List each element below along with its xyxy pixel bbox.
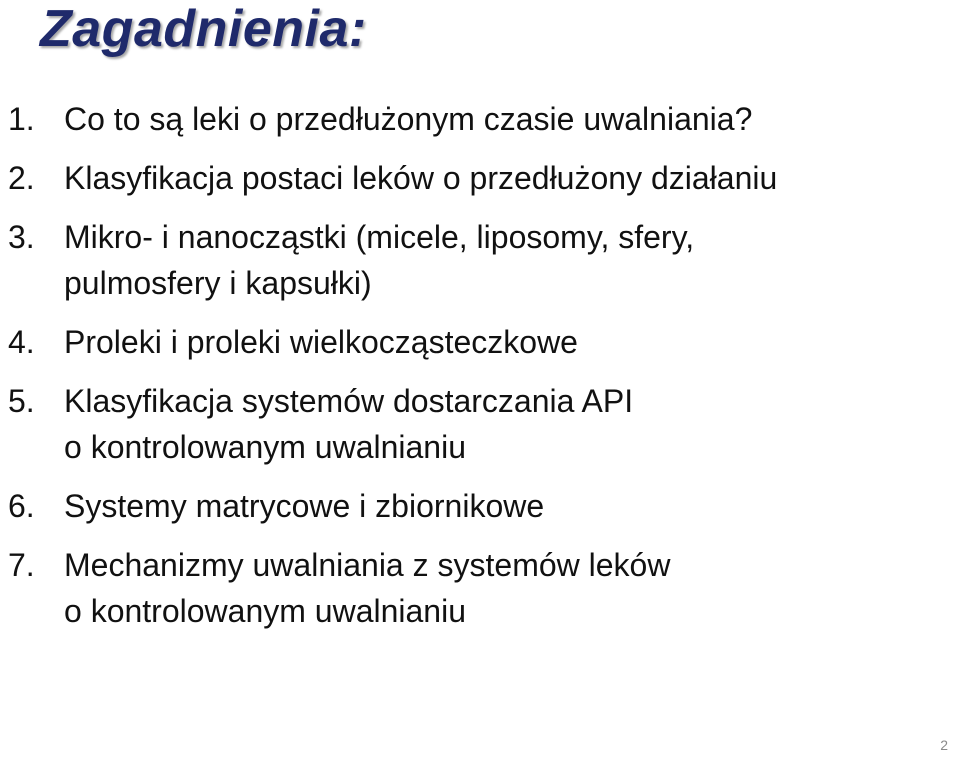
- topic-number: 7.: [8, 547, 35, 583]
- page-number: 2: [940, 737, 948, 753]
- topic-item: [0, 96, 940, 142]
- topic-text: Klasyfikacja postaci leków o przedłużony działaniu: [64, 160, 778, 196]
- topic-item: [0, 542, 940, 634]
- topic-number: 2.: [8, 160, 35, 196]
- topic-item: [0, 483, 940, 529]
- topic-number: 1.: [8, 101, 35, 137]
- topic-text: Klasyfikacja systemów dostarczania API: [64, 383, 634, 419]
- topic-number: 6.: [8, 488, 35, 524]
- topic-item: [0, 155, 940, 201]
- topic-text: Mikro- i nanocząstki (micele, liposomy, sfery,: [64, 219, 695, 255]
- topic-number: 3.: [8, 219, 35, 255]
- topic-text: Systemy matrycowe i zbiornikowe: [64, 488, 545, 524]
- topic-list: [0, 96, 940, 647]
- topic-item: [0, 214, 940, 306]
- topic-text: Co to są leki o przedłużonym czasie uwalniania?: [64, 101, 753, 137]
- topic-number: 4.: [8, 324, 35, 360]
- topic-item: [0, 378, 940, 470]
- topic-text-continuation: o kontrolowanym uwalnianiu: [64, 429, 466, 465]
- topic-text-continuation: pulmosfery i kapsułki): [64, 265, 372, 301]
- topic-text: Proleki i proleki wielkocząsteczkowe: [64, 324, 578, 360]
- topic-text: Mechanizmy uwalniania z systemów leków: [64, 547, 671, 583]
- topic-number: 5.: [8, 383, 35, 419]
- topic-text-continuation: o kontrolowanym uwalnianiu: [64, 593, 466, 629]
- slide-title: Zagadnienia:: [40, 0, 367, 58]
- topic-item: [0, 319, 940, 365]
